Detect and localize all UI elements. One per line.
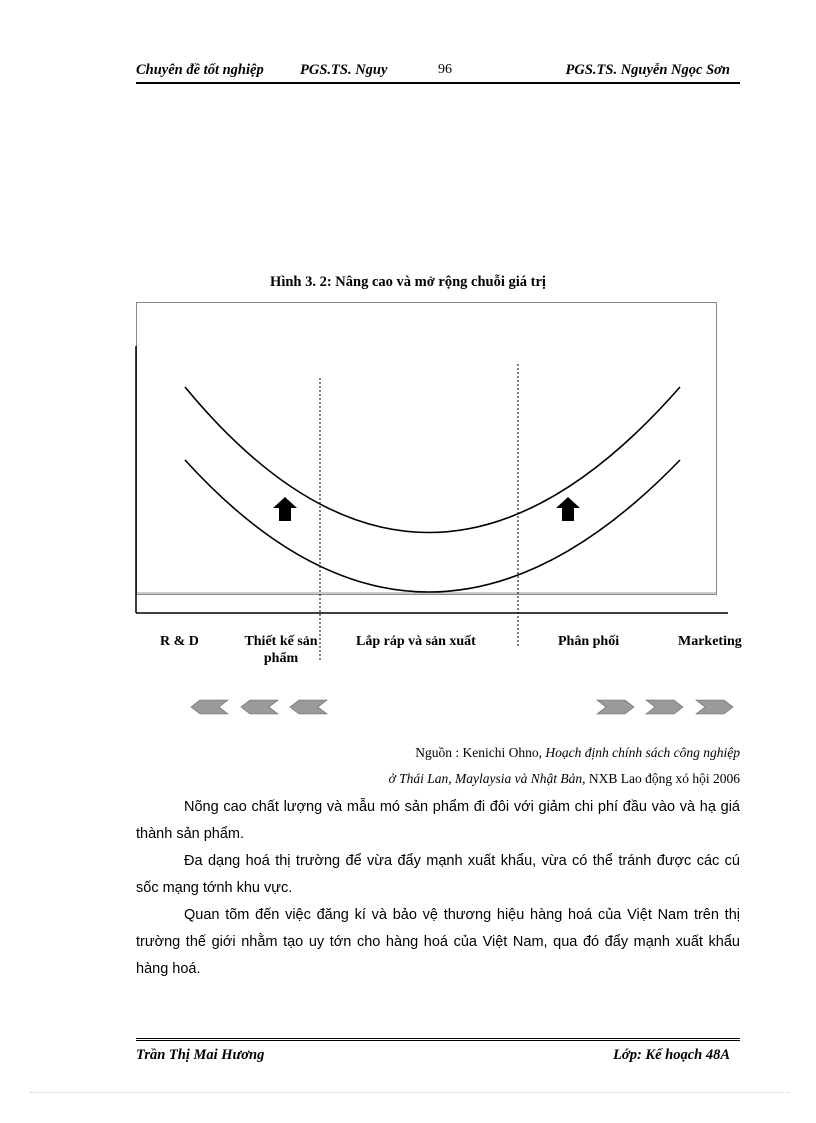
paragraph-text: Nõng cao chất lượng và mẫu mó sản phẩm đi đôi với giảm chi phí đầu vào và hạ giá thành sản phẩm. bbox=[136, 799, 740, 842]
stage-assembly: Lắp ráp và sản xuất bbox=[356, 634, 476, 649]
paragraph-text: Quan tõm đến việc đăng kí và bảo vệ thương hiệu hàng hoá của Việt Nam trên thị trường thế giới nhằm tạo uy tớn cho hàng hoá của Việt Nam, qua đó đẩy mạnh xuất khẩu hàng hoá. bbox=[136, 907, 740, 977]
header-right: PGS.TS. Nguyễn Ngọc Sơn bbox=[565, 62, 730, 78]
page-footer bbox=[136, 1038, 740, 1071]
lower-curve bbox=[185, 460, 680, 592]
chevron-left-icon bbox=[191, 700, 228, 714]
header-page-number: 96 bbox=[438, 62, 452, 77]
source-line-1 bbox=[415, 745, 740, 761]
chevron-right-icon bbox=[597, 700, 634, 714]
stage-rd: R & D bbox=[160, 634, 199, 649]
chevron-right-icon bbox=[696, 700, 733, 714]
source-prefix: Nguồn : Kenichi Ohno, bbox=[415, 745, 546, 760]
footer-author: Trần Thị Mai Hương bbox=[136, 1047, 265, 1063]
paragraph-text: Đa dạng hoá thị trường để vừa đẩy mạnh xuất khẩu, vừa có thể tránh được các cú sốc mạng tớnh khu vực. bbox=[136, 853, 740, 896]
stage-distribution: Phân phối bbox=[558, 634, 620, 649]
paragraph-1 bbox=[136, 794, 740, 848]
stage-design: Thiết kế sản phẩm bbox=[244, 634, 318, 666]
chevrons-left bbox=[191, 700, 327, 714]
page-edge-divider bbox=[30, 1092, 790, 1093]
source-line-2 bbox=[389, 771, 740, 787]
figure-title: Hình 3. 2: Nâng cao và mở rộng chuỗi giá trị bbox=[270, 274, 546, 290]
paragraph-3 bbox=[136, 902, 740, 983]
source-title-b: ở Thái Lan, Maylaysia và Nhật Bản bbox=[388, 771, 583, 786]
source-suffix: , NXB Lao động xó hội 2006 bbox=[582, 771, 740, 786]
header-middle: PGS.TS. Nguy bbox=[300, 62, 388, 78]
up-arrow-icon-right bbox=[556, 497, 580, 521]
chevron-left-icon bbox=[290, 700, 327, 714]
footer-class: Lớp: Kế hoạch 48A bbox=[613, 1047, 730, 1063]
header-left: Chuyên đề tốt nghiệp bbox=[136, 62, 264, 78]
chevrons-right bbox=[597, 700, 733, 714]
upper-curve bbox=[185, 387, 680, 533]
chevron-right-icon bbox=[646, 700, 683, 714]
stage-marketing: Marketing bbox=[678, 634, 742, 649]
source-title-a: Hoạch định chính sách công nghiệp bbox=[545, 745, 740, 760]
up-arrow-icon-left bbox=[273, 497, 297, 521]
paragraph-2 bbox=[136, 848, 740, 902]
chevron-left-icon bbox=[241, 700, 278, 714]
